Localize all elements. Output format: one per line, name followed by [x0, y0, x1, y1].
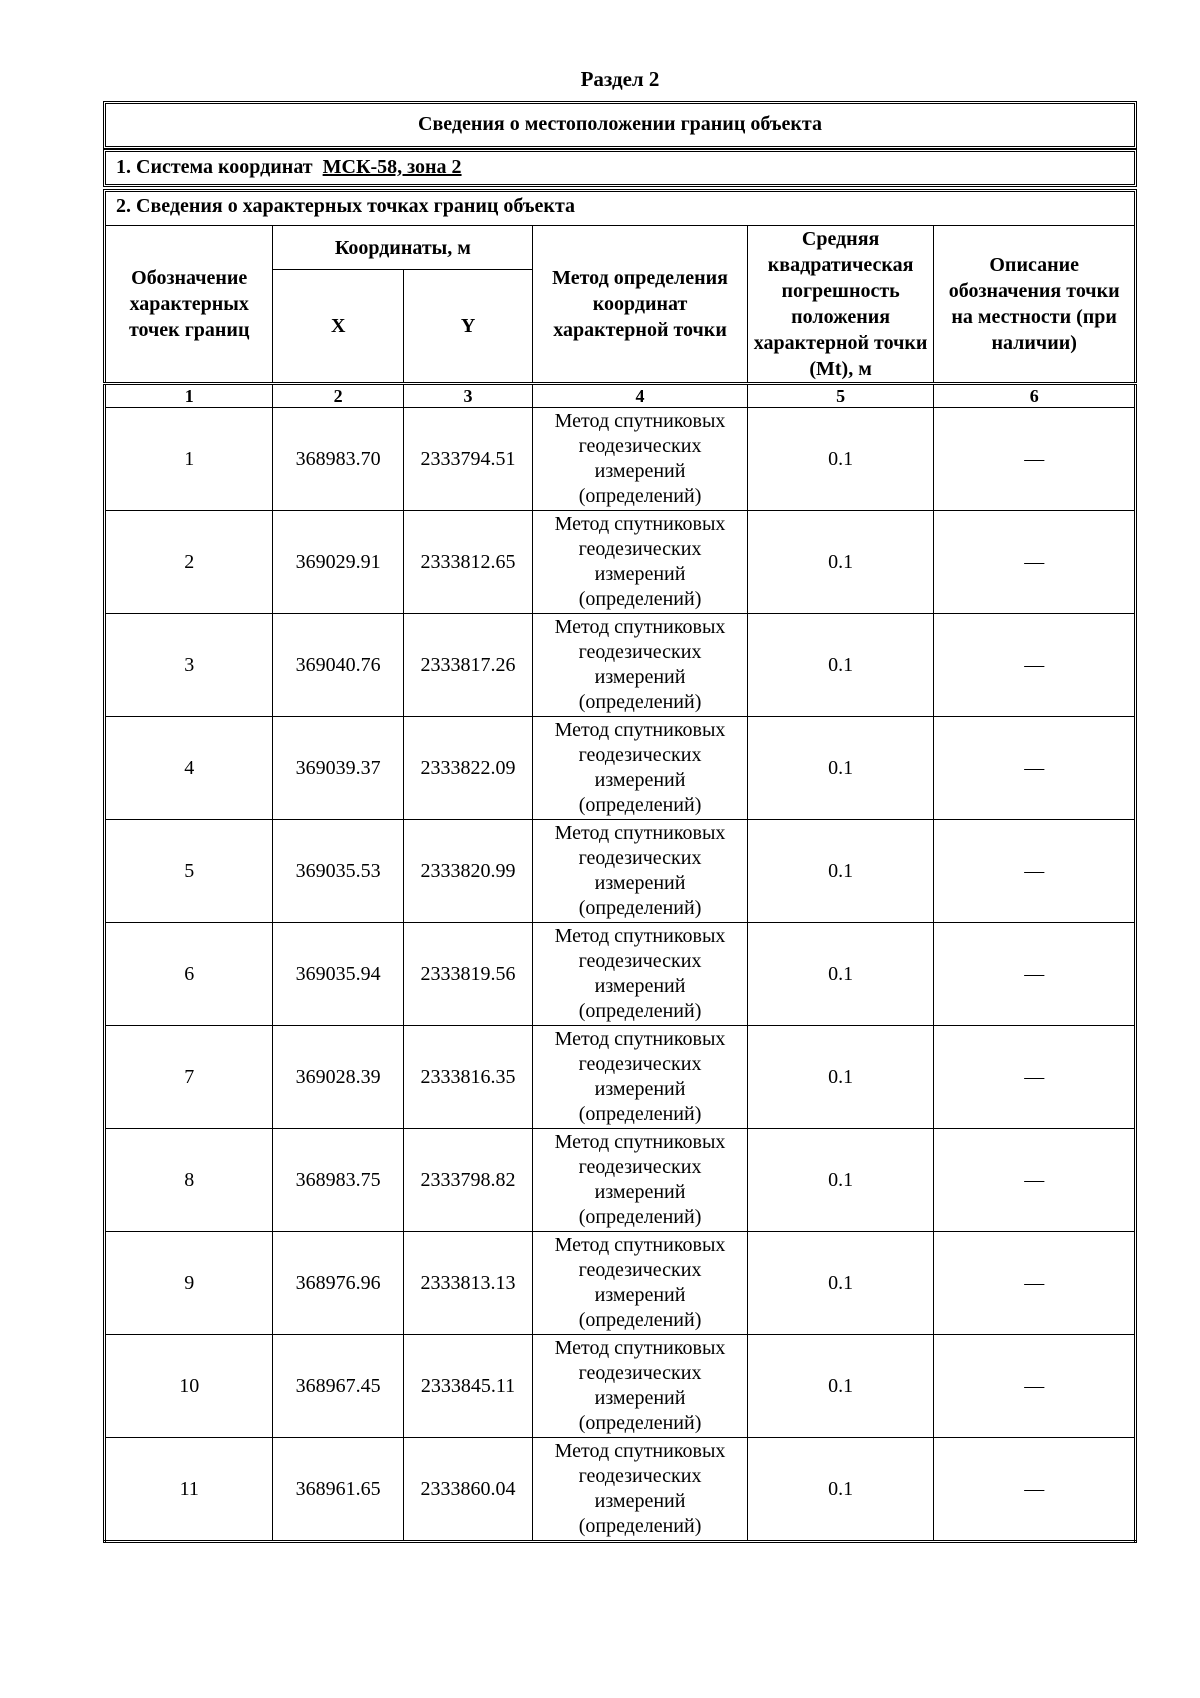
description-cell: — [934, 1232, 1136, 1335]
mt-error-cell: 0.1 [747, 923, 934, 1026]
coord-system-value: МСК-58, зона 2 [322, 156, 462, 178]
x-coordinate-cell: 368961.65 [273, 1438, 403, 1542]
table-row [105, 511, 1136, 614]
y-coordinate-cell: 2333812.65 [403, 511, 532, 614]
description-cell: — [934, 1026, 1136, 1129]
y-coordinate-cell: 2333798.82 [403, 1129, 532, 1232]
header-point-label: Обозначение характерных точек границ [105, 226, 273, 384]
y-coordinate-cell: 2333819.56 [403, 923, 532, 1026]
description-cell: — [934, 820, 1136, 923]
point-number-cell: 1 [105, 408, 273, 511]
table-row [105, 1438, 1136, 1542]
section-title: Раздел 2 [580, 67, 660, 91]
table-row [105, 1129, 1136, 1232]
column-number: 3 [403, 384, 532, 408]
y-coordinate-cell: 2333816.35 [403, 1026, 532, 1129]
description-cell: — [934, 511, 1136, 614]
mt-error-cell: 0.1 [747, 717, 934, 820]
table-row [105, 923, 1136, 1026]
mt-error-cell: 0.1 [747, 820, 934, 923]
header-error: Средняя квадратическая погрешность положения характерной точки (Mt), м [747, 226, 934, 384]
points-heading: 2. Сведения о характерных точках границ объекта [103, 189, 1137, 225]
column-number: 6 [934, 384, 1136, 408]
table-row [105, 408, 1136, 511]
description-cell: — [934, 408, 1136, 511]
point-number-cell: 4 [105, 717, 273, 820]
x-coordinate-cell: 369035.94 [273, 923, 403, 1026]
point-number-cell: 10 [105, 1335, 273, 1438]
method-cell: Метод спутниковых геодезических измерений (определений) [533, 717, 748, 820]
column-numbers-row [105, 384, 1136, 408]
coord-system-line [103, 149, 1137, 187]
x-coordinate-cell: 368976.96 [273, 1232, 403, 1335]
method-cell: Метод спутниковых геодезических измерений (определений) [533, 511, 748, 614]
table-row [105, 820, 1136, 923]
point-number-cell: 7 [105, 1026, 273, 1129]
block-title: Сведения о местоположении границ объекта [103, 101, 1137, 149]
method-cell: Метод спутниковых геодезических измерений (определений) [533, 820, 748, 923]
table-row [105, 717, 1136, 820]
point-number-cell: 11 [105, 1438, 273, 1542]
description-cell: — [934, 717, 1136, 820]
mt-error-cell: 0.1 [747, 1232, 934, 1335]
header-description: Описание обозначения точки на местности (при наличии) [934, 226, 1136, 384]
column-number: 2 [273, 384, 403, 408]
y-coordinate-cell: 2333822.09 [403, 717, 532, 820]
method-cell: Метод спутниковых геодезических измерений (определений) [533, 1438, 748, 1542]
mt-error-cell: 0.1 [747, 1026, 934, 1129]
x-coordinate-cell: 368983.70 [273, 408, 403, 511]
point-number-cell: 5 [105, 820, 273, 923]
point-number-cell: 8 [105, 1129, 273, 1232]
y-coordinate-cell: 2333817.26 [403, 614, 532, 717]
y-coordinate-cell: 2333845.11 [403, 1335, 532, 1438]
column-number: 5 [747, 384, 934, 408]
x-coordinate-cell: 369040.76 [273, 614, 403, 717]
description-cell: — [934, 614, 1136, 717]
y-coordinate-cell: 2333820.99 [403, 820, 532, 923]
column-number: 4 [533, 384, 748, 408]
description-cell: — [934, 1335, 1136, 1438]
method-cell: Метод спутниковых геодезических измерений (определений) [533, 1335, 748, 1438]
description-cell: — [934, 923, 1136, 1026]
method-cell: Метод спутниковых геодезических измерений (определений) [533, 923, 748, 1026]
point-number-cell: 6 [105, 923, 273, 1026]
method-cell: Метод спутниковых геодезических измерений (определений) [533, 1026, 748, 1129]
table-row [105, 614, 1136, 717]
table-row [105, 1026, 1136, 1129]
mt-error-cell: 0.1 [747, 1129, 934, 1232]
y-coordinate-cell: 2333794.51 [403, 408, 532, 511]
method-cell: Метод спутниковых геодезических измерений (определений) [533, 614, 748, 717]
method-cell: Метод спутниковых геодезических измерений (определений) [533, 1232, 748, 1335]
header-y: Y [403, 270, 532, 384]
mt-error-cell: 0.1 [747, 614, 934, 717]
mt-error-cell: 0.1 [747, 511, 934, 614]
header-x: X [273, 270, 403, 384]
y-coordinate-cell: 2333813.13 [403, 1232, 532, 1335]
table-body [105, 408, 1136, 1542]
x-coordinate-cell: 368983.75 [273, 1129, 403, 1232]
point-number-cell: 9 [105, 1232, 273, 1335]
method-cell: Метод спутниковых геодезических измерений (определений) [533, 1129, 748, 1232]
coord-system-prefix: 1. Система координат [116, 156, 313, 178]
table-row [105, 1335, 1136, 1438]
x-coordinate-cell: 369039.37 [273, 717, 403, 820]
x-coordinate-cell: 369028.39 [273, 1026, 403, 1129]
description-cell: — [934, 1129, 1136, 1232]
column-number: 1 [105, 384, 273, 408]
x-coordinate-cell: 369029.91 [273, 511, 403, 614]
method-cell: Метод спутниковых геодезических измерений (определений) [533, 408, 748, 511]
x-coordinate-cell: 368967.45 [273, 1335, 403, 1438]
description-cell: — [934, 1438, 1136, 1542]
mt-error-cell: 0.1 [747, 1438, 934, 1542]
y-coordinate-cell: 2333860.04 [403, 1438, 532, 1542]
point-number-cell: 2 [105, 511, 273, 614]
mt-error-cell: 0.1 [747, 1335, 934, 1438]
point-number-cell: 3 [105, 614, 273, 717]
header-coords: Координаты, м [273, 226, 533, 270]
header-method: Метод определения координат характерной точки [533, 226, 748, 384]
mt-error-cell: 0.1 [747, 408, 934, 511]
boundary-points-table [103, 225, 1137, 1543]
table-row [105, 1232, 1136, 1335]
x-coordinate-cell: 369035.53 [273, 820, 403, 923]
